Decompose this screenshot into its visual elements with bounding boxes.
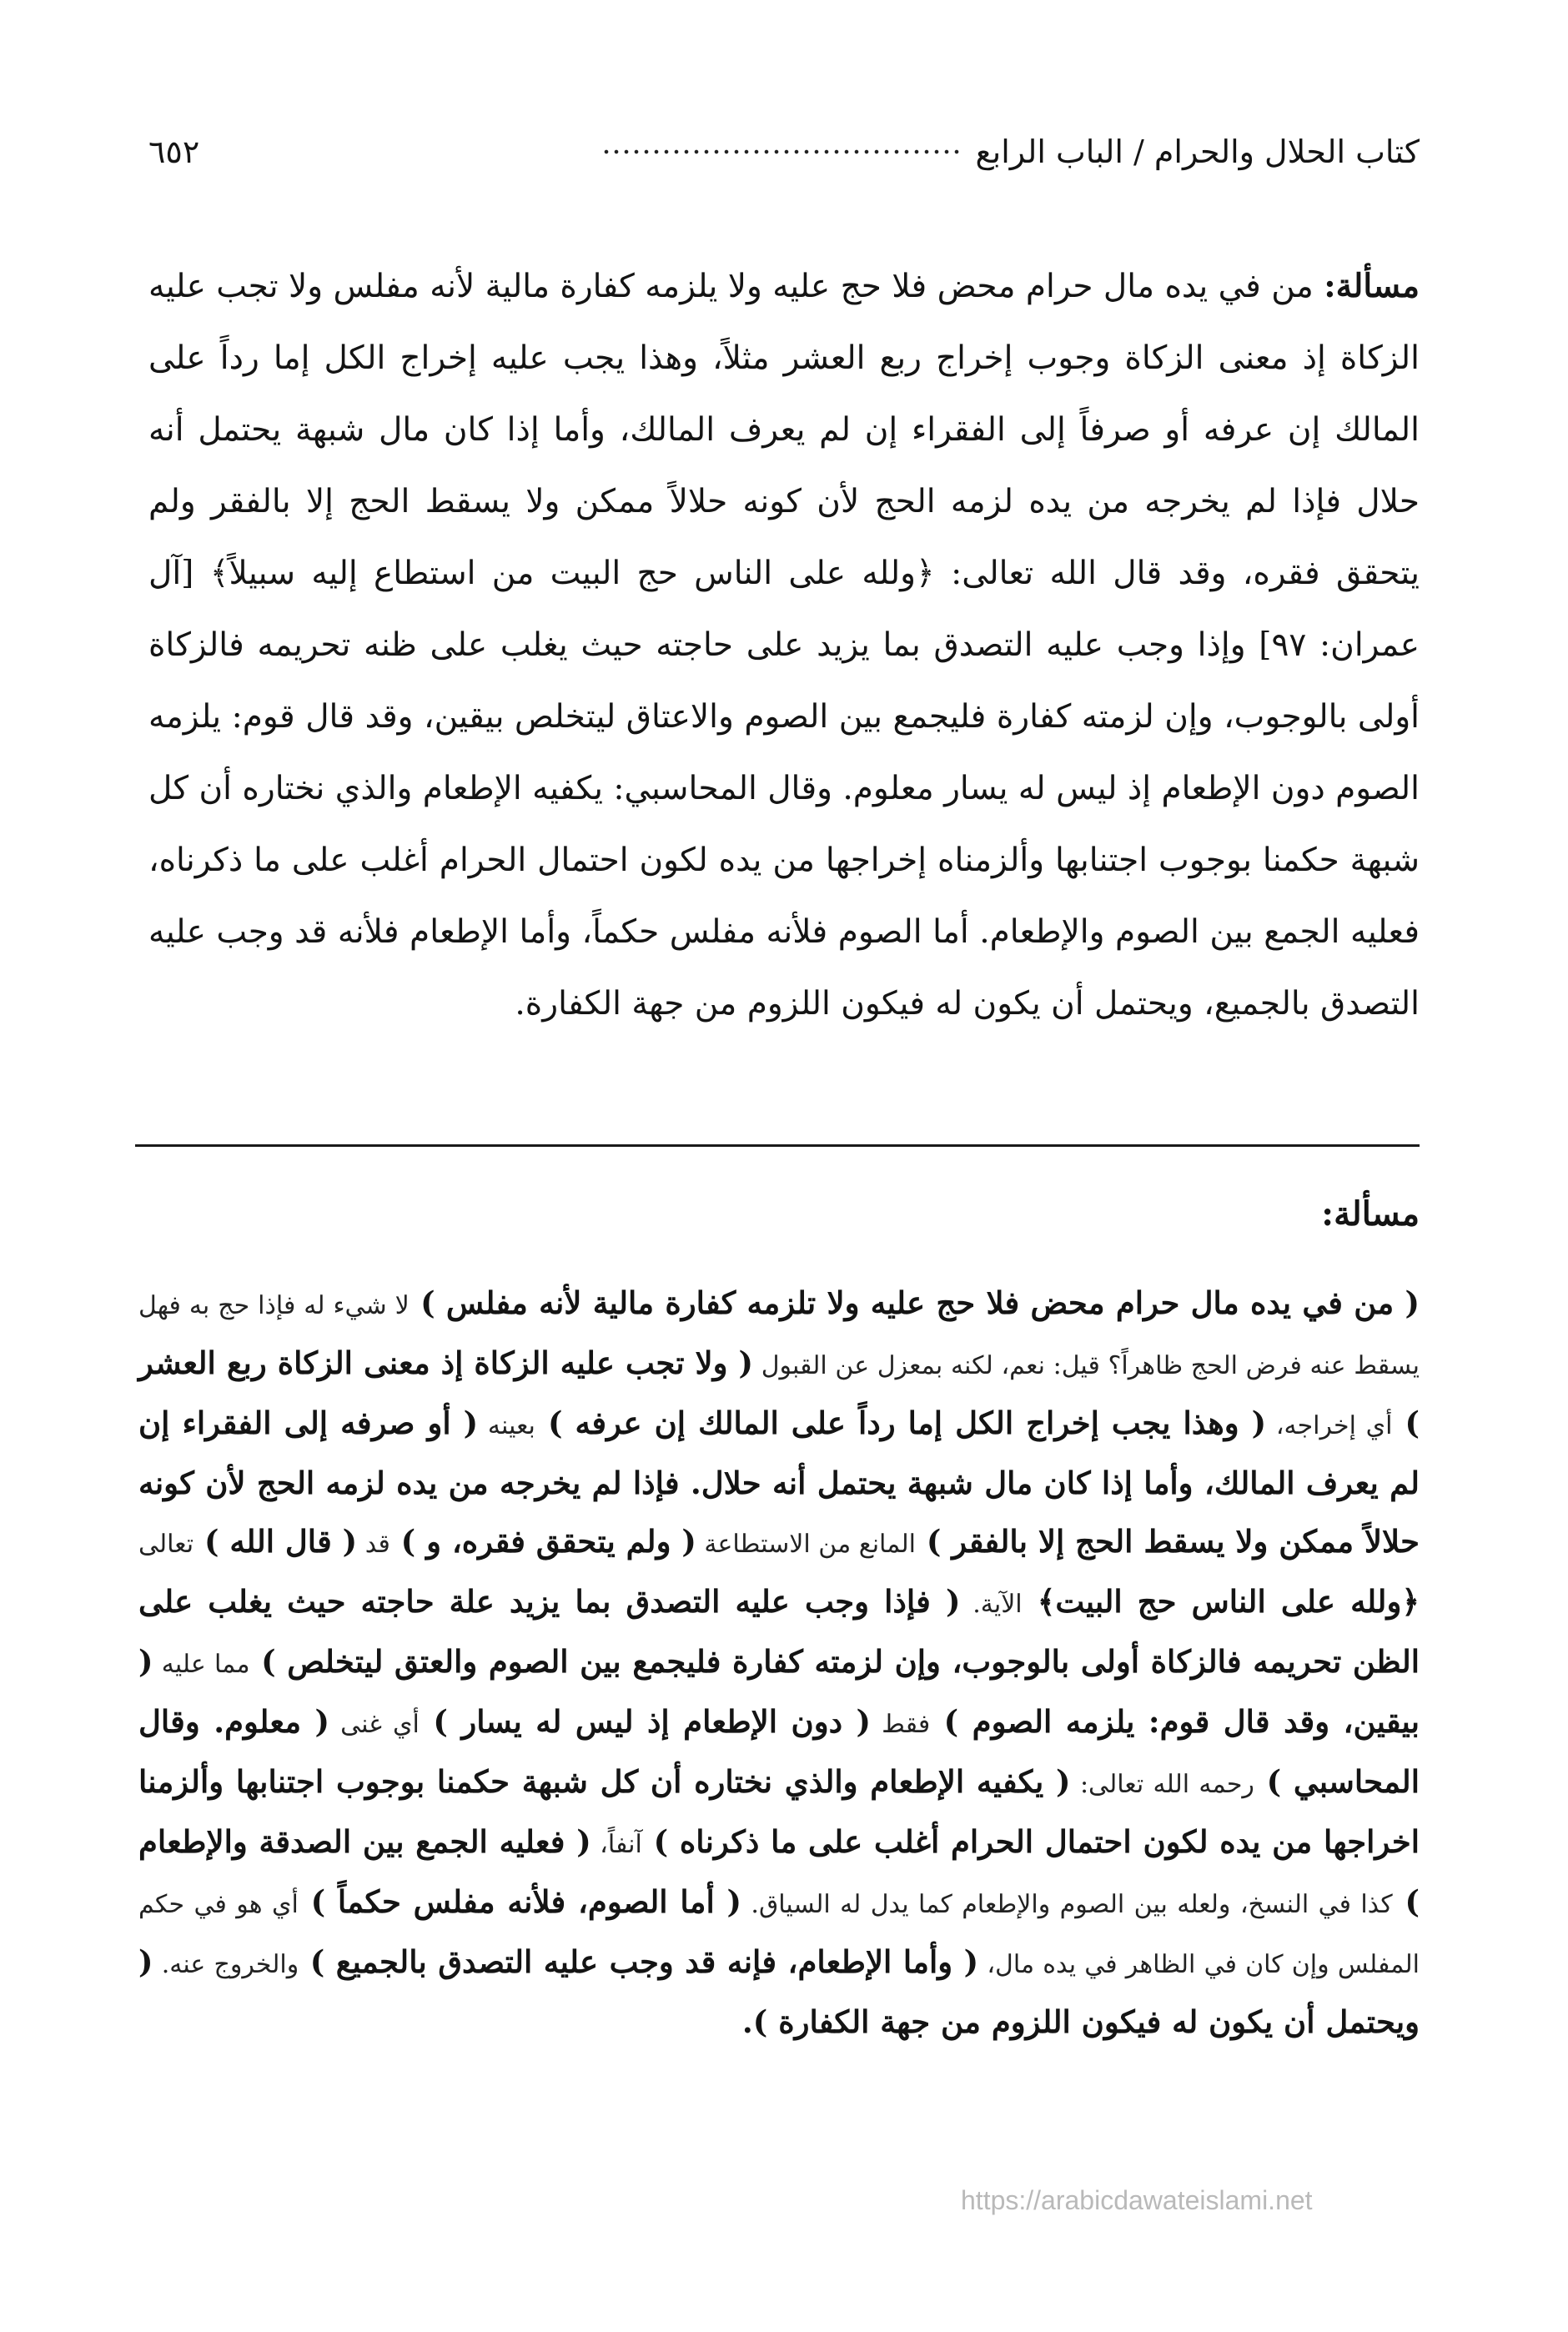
- commentary-block: [138, 1274, 1420, 2052]
- page-number: ٦٥٢: [148, 133, 200, 170]
- main-text-block: [148, 250, 1420, 1040]
- commentary-quoted-text: ( ولم يتحقق فقره، و ): [389, 1523, 696, 1560]
- commentary-explanation: الآية.: [960, 1590, 1023, 1619]
- commentary-quoted-text: ( وأما الإطعام، فإنه قد وجب عليه التصدق بالجميع ): [299, 1943, 979, 1980]
- commentary-quoted-text: ( يكفيه الإطعام والذي نختاره أن كل شبهة حكمنا بوجوب اجتنابها وألزمنا اخراجها من يده لكون احتمال الحرام أغلب على ما ذكرناه ): [138, 1763, 1420, 1860]
- commentary-quoted-text: ( وهذا يجب إخراج الكل إما رداً على المالك إن عرفه ): [535, 1405, 1267, 1441]
- commentary-explanation: كذا في النسخ، ولعله بين الصوم والإطعام كما يدل له السياق.: [741, 1890, 1393, 1919]
- commentary-explanation: المانع من الاستطاعة: [696, 1530, 917, 1559]
- commentary-explanation: تعالى: [138, 1530, 194, 1559]
- dotted-leader: [601, 147, 960, 157]
- commentary-explanation: لا شيء له فإذا حج به فهل يسقط عنه فرض الحج ظاهراً؟ قيل: نعم، لكنه بمعزل عن القبول: [138, 1291, 1420, 1380]
- commentary-explanation: بعينه: [478, 1411, 535, 1440]
- commentary-quoted-text: ﴿ولله على الناس حج البيت﴾: [1022, 1583, 1420, 1620]
- commentary-quoted-text: ( فإذا وجب عليه التصدق بما يزيد علة حاجته حيث يغلب على الظن تحريمه فالزكاة أولى بالوجوب، وإن لزمته كفارة فليجمع بين الصوم والعتق ليتخلص ): [138, 1583, 1420, 1680]
- commentary-heading: مسألة:: [1321, 1194, 1420, 1234]
- watermark: https://arabicdawateislami.net: [961, 2185, 1313, 2215]
- commentary-quoted-text: ( من في يده مال حرام محض فلا حج عليه ولا تلزمه كفارة مالية لأنه مفلس ): [409, 1284, 1420, 1321]
- commentary-quoted-text: ( بيقين، وقد قال قوم: يلزمه الصوم ): [138, 1643, 1420, 1740]
- commentary-quoted-text: ( فعليه الجمع بين الصدقة والإطعام ): [138, 1823, 1420, 1920]
- commentary-quoted-text: ( معلوم. وقال المحاسبي ): [138, 1703, 1420, 1800]
- header-title-group: [601, 133, 1420, 170]
- section-divider: [135, 1144, 1420, 1147]
- commentary-explanation: مما عليه: [153, 1650, 250, 1679]
- commentary-explanation: فقط: [871, 1710, 931, 1739]
- commentary-quoted-text: ( ولا تجب عليه الزكاة إذ معنى الزكاة ربع العشر ): [138, 1344, 1420, 1441]
- commentary-explanation: قد: [357, 1530, 390, 1559]
- commentary-quoted-text: ( أو صرفه إلى الفقراء إن لم يعرف المالك، وأما إذا كان مال شبهة يحتمل أنه حلال. فإذا لم يخرجه من يده لزمه الحج لأن كونه حلالاً ممكن ولا يسقط الحج إلا بالفقر ): [138, 1405, 1420, 1560]
- commentary-quoted-text: ( قال الله ): [193, 1523, 358, 1560]
- commentary-explanation: رحمه الله تعالى:: [1070, 1770, 1254, 1799]
- commentary-explanation: أي إخراجه،: [1266, 1411, 1393, 1440]
- commentary-explanation: أي هو في حكم المفلس وإن كان في الظاهر في يده مال،: [138, 1890, 1420, 1979]
- running-header: [148, 125, 1420, 178]
- main-text-body: من في يده مال حرام محض فلا حج عليه ولا يلزمه كفارة مالية لأنه مفلس ولا تجب عليه الزكاة إذ معنى الزكاة وجوب إخراج ربع العشر مثلاً، وهذا يجب عليه إخراج الكل إما رداً على المالك إن عرفه أو صرفاً إلى الفقراء إن لم يعرف المالك، وأما إذا كان مال شبهة يحتمل أنه حلال فإذا لم يخرجه من يده لزمه الحج لأن كونه حلالاً ممكن ولا يسقط الحج إلا بالفقر ولم يتحقق فقره، وقد قال الله تعالى: ﴿ولله على الناس حج البيت من استطاع إليه سبيلاً﴾ [آل عمران: ٩٧] وإذا وجب عليه التصدق بما يزيد على حاجته حيث يغلب على ظنه تحريمه فالزكاة أولى بالوجوب، وإن لزمته كفارة فليجمع بين الصوم والاعتاق ليتخلص بيقين، وقد قال قوم: يلزمه الصوم دون الإطعام إذ ليس له يسار معلوم. وقال المحاسبي: يكفيه الإطعام والذي نختاره أن كل شبهة حكمنا بوجوب اجتنابها وألزمناه إخراجها من يده لكون احتمال الحرام أغلب على ما ذكرناه، فعليه الجمع بين الصوم والإطعام. أما الصوم فلأنه مفلس حكماً، وأما الإطعام فلأنه قد وجب عليه التصدق بالجميع، ويحتمل أن يكون له فيكون اللزوم من جهة الكفارة.: [148, 268, 1420, 1023]
- commentary-quoted-text: ( أما الصوم، فلأنه مفلس حكماً ): [298, 1883, 741, 1920]
- commentary-explanation: أي غنى: [329, 1710, 420, 1739]
- commentary-quoted-text: ( ويحتمل أن يكون له فيكون اللزوم من جهة الكفارة ).: [138, 1943, 1420, 2040]
- commentary-explanation: آنفاً،: [591, 1830, 642, 1859]
- commentary-explanation: والخروج عنه.: [153, 1950, 299, 1979]
- commentary-quoted-text: ( دون الإطعام إذ ليس له يسار ): [419, 1703, 872, 1740]
- chapter-title: كتاب الحلال والحرام / الباب الرابع: [975, 133, 1420, 170]
- main-text-lead: مسألة:: [1324, 267, 1420, 305]
